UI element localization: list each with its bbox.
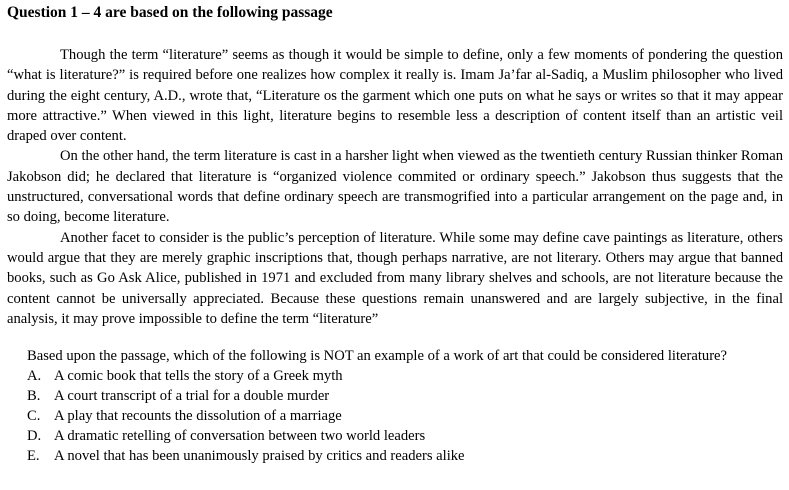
option-text: A play that recounts the dissolution of a marriage — [54, 408, 342, 424]
answer-option-d[interactable] — [27, 426, 767, 446]
option-text: A novel that has been unanimously praised by critics and readers alike — [54, 448, 465, 464]
option-letter: D. — [27, 428, 42, 444]
answer-option-b[interactable] — [27, 386, 767, 406]
answer-option-e[interactable] — [27, 446, 767, 466]
passage-paragraph: On the other hand, the term literature is cast in a harsher light when viewed as the twentieth century Russian thinker Roman Jakobson did; he declared that literature is “organized violence commited or ordinary speech.” Jakobson thus suggests that the unstructured, conversational words that define ordinary speech are transmogrified into a particular arrangement on the page and, in so doing, become literature. — [7, 148, 783, 226]
option-text: A court transcript of a trial for a double murder — [54, 388, 330, 404]
question-block — [27, 346, 767, 466]
option-letter: B. — [27, 388, 41, 404]
option-letter: C. — [27, 408, 41, 424]
reading-passage — [7, 45, 783, 329]
question-stem: Based upon the passage, which of the following is NOT an example of a work of art that could be considered literature? — [27, 348, 728, 364]
option-text: A comic book that tells the story of a Greek myth — [54, 368, 343, 384]
answer-options — [27, 366, 767, 466]
answer-option-a[interactable] — [27, 366, 767, 386]
option-text: A dramatic retelling of conversation between two world leaders — [54, 428, 426, 444]
passage-paragraph: Another facet to consider is the public’s perception of literature. While some may define cave paintings as literature, others would argue that they are merely graphic inscriptions that, though perhaps narrative, are not literary. Others may argue that banned books, such as Go Ask Alice, published in 1971 and excluded from many library shelves and schools, are not literature because the content cannot be universally appreciated. Because these questions remain unanswered and are largely subjective, in the final analysis, it may prove impossible to define the term “literature” — [7, 229, 783, 327]
option-letter: A. — [27, 368, 42, 384]
section-heading: Question 1 – 4 are based on the following passage — [7, 4, 333, 21]
answer-option-c[interactable] — [27, 406, 767, 426]
option-letter: E. — [27, 448, 40, 464]
passage-paragraph: Though the term “literature” seems as though it would be simple to define, only a few moments of pondering the question “what is literature?” is required before one realizes how complex it really is. Imam Ja’far al-Sadiq, a Muslim philosopher who lived during the eight century, A.D., wrote that, “Literature os the garment which one puts on what he says or writes so that it may appear more attractive.” When viewed in this light, literature begins to resemble less a description of content itself than an artistic veil draped over content. — [7, 47, 783, 145]
